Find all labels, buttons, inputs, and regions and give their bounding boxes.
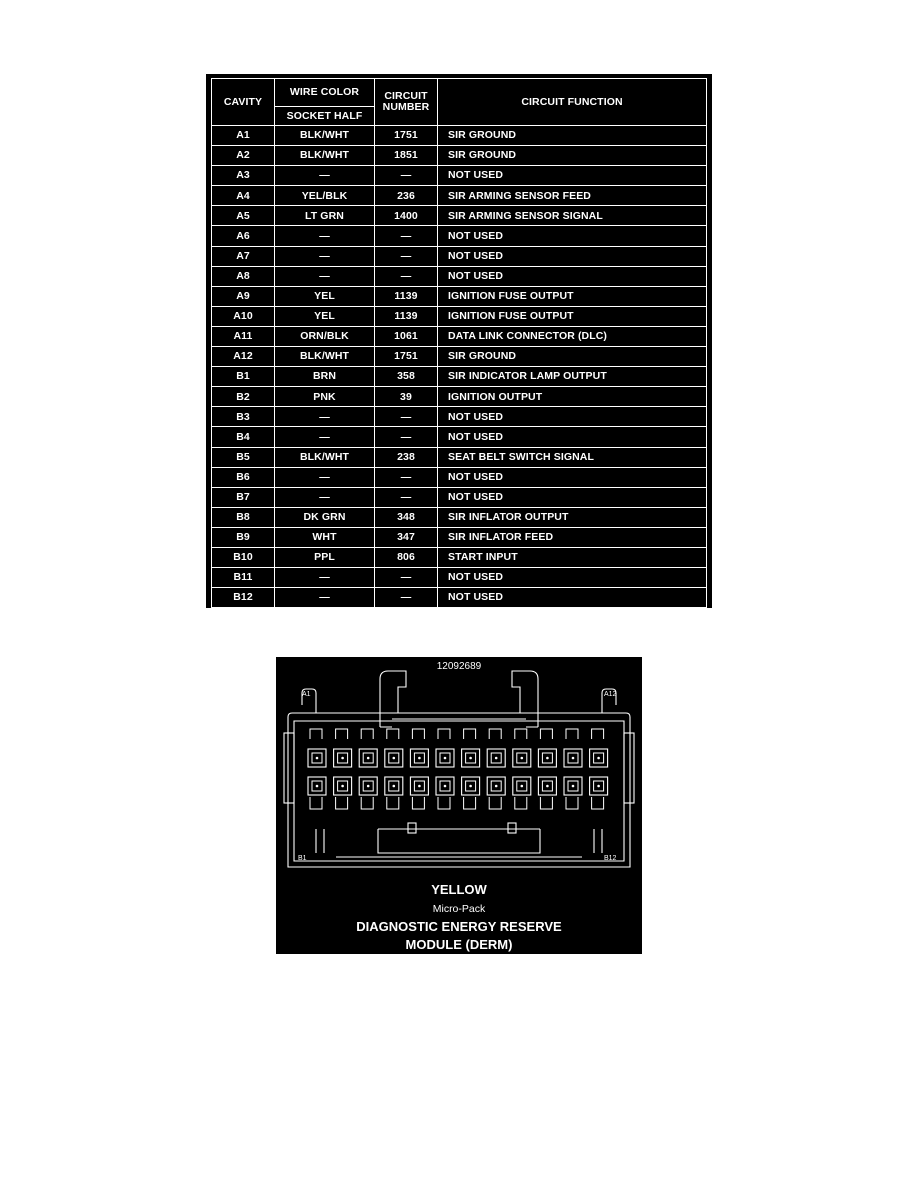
cell-circuit-function: IGNITION FUSE OUTPUT	[438, 286, 707, 306]
table-row	[212, 146, 707, 166]
cell-wire-color: BLK/WHT	[275, 347, 375, 367]
latch-bar	[392, 713, 526, 719]
cell-circuit-number: 1139	[375, 306, 438, 326]
header-circuit-function: CIRCUIT FUNCTION	[438, 79, 707, 126]
cell-circuit-function: NOT USED	[438, 266, 707, 286]
cavity-latch	[361, 729, 373, 739]
cavity-latch	[310, 797, 322, 809]
cell-wire-color: —	[275, 266, 375, 286]
cavity-latch	[336, 729, 348, 739]
pin-label-a1: A1	[302, 691, 311, 698]
table-row	[212, 447, 707, 467]
pin-contact	[546, 757, 549, 760]
cell-wire-color: BRN	[275, 367, 375, 387]
pin-contact	[444, 757, 447, 760]
table-row	[212, 186, 707, 206]
cell-wire-color: —	[275, 246, 375, 266]
cell-wire-color: —	[275, 467, 375, 487]
cell-wire-color: BLK/WHT	[275, 447, 375, 467]
pin-contact	[521, 785, 524, 788]
cell-circuit-number: 347	[375, 527, 438, 547]
cell-circuit-number: 1751	[375, 347, 438, 367]
cell-circuit-number: —	[375, 407, 438, 427]
cell-circuit-function: NOT USED	[438, 407, 707, 427]
cell-circuit-function: IGNITION OUTPUT	[438, 387, 707, 407]
table-row	[212, 588, 707, 608]
cell-cavity: A4	[212, 186, 275, 206]
cavity-latch	[412, 797, 424, 809]
cell-circuit-number: 1751	[375, 126, 438, 146]
cell-circuit-function: SEAT BELT SWITCH SIGNAL	[438, 447, 707, 467]
pin-contact	[444, 785, 447, 788]
table-row	[212, 487, 707, 507]
cell-cavity: A1	[212, 126, 275, 146]
connector-name-line2: MODULE (DERM)	[405, 937, 513, 952]
side-key-right	[624, 733, 634, 803]
connector-series: Micro-Pack	[432, 903, 486, 915]
cell-cavity: A2	[212, 146, 275, 166]
pin-grid	[308, 729, 608, 809]
cell-circuit-number: —	[375, 588, 438, 608]
cell-wire-color: —	[275, 226, 375, 246]
pin-contact	[521, 757, 524, 760]
cell-wire-color: ORN/BLK	[275, 326, 375, 346]
cell-circuit-number: —	[375, 568, 438, 588]
cell-circuit-function: SIR INFLATOR FEED	[438, 527, 707, 547]
cell-circuit-function: SIR ARMING SENSOR SIGNAL	[438, 206, 707, 226]
header-circuit-number	[375, 79, 438, 126]
cavity-latch	[515, 729, 527, 739]
connector-figure	[276, 657, 642, 954]
cell-cavity: A9	[212, 286, 275, 306]
cell-cavity: B9	[212, 527, 275, 547]
cell-circuit-function: IGNITION FUSE OUTPUT	[438, 306, 707, 326]
cell-circuit-function: NOT USED	[438, 246, 707, 266]
cell-circuit-number: 1400	[375, 206, 438, 226]
cavity-latch	[336, 797, 348, 809]
cell-wire-color: YEL	[275, 306, 375, 326]
pin-contact	[367, 785, 370, 788]
cell-circuit-number: —	[375, 166, 438, 186]
pin-label-b1: B1	[298, 855, 307, 862]
cavity-latch	[592, 729, 604, 739]
table-row	[212, 166, 707, 186]
pin-contact	[316, 785, 319, 788]
cavity-latch	[464, 729, 476, 739]
cell-circuit-number: 1851	[375, 146, 438, 166]
cell-wire-color: —	[275, 166, 375, 186]
pin-contact	[418, 785, 421, 788]
cell-circuit-function: SIR GROUND	[438, 126, 707, 146]
cell-cavity: B2	[212, 387, 275, 407]
cell-cavity: A6	[212, 226, 275, 246]
pin-contact	[469, 757, 472, 760]
cell-cavity: A8	[212, 266, 275, 286]
cell-cavity: B6	[212, 467, 275, 487]
cell-wire-color: PPL	[275, 547, 375, 567]
cell-circuit-function: NOT USED	[438, 568, 707, 588]
table-row	[212, 547, 707, 567]
cell-circuit-function: NOT USED	[438, 487, 707, 507]
pin-contact	[393, 757, 396, 760]
cell-circuit-function: SIR INDICATOR LAMP OUTPUT	[438, 367, 707, 387]
cavity-latch	[592, 797, 604, 809]
cell-circuit-function: NOT USED	[438, 467, 707, 487]
cell-circuit-number: 236	[375, 186, 438, 206]
cell-circuit-number: 358	[375, 367, 438, 387]
table-row	[212, 568, 707, 588]
pin-contact	[418, 757, 421, 760]
cell-cavity: B1	[212, 367, 275, 387]
cell-circuit-function: SIR ARMING SENSOR FEED	[438, 186, 707, 206]
cavity-latch	[566, 797, 578, 809]
cell-circuit-number: 39	[375, 387, 438, 407]
cell-wire-color: YEL	[275, 286, 375, 306]
cavity-latch	[361, 797, 373, 809]
cavity-latch	[515, 797, 527, 809]
cavity-latch	[566, 729, 578, 739]
header-socket-half: SOCKET HALF	[275, 107, 375, 126]
cell-cavity: A5	[212, 206, 275, 226]
cell-wire-color: —	[275, 407, 375, 427]
pin-label-b12: B12	[604, 855, 617, 862]
cell-wire-color: —	[275, 487, 375, 507]
cavity-latch	[489, 797, 501, 809]
cell-circuit-number: —	[375, 266, 438, 286]
cell-circuit-function: DATA LINK CONNECTOR (DLC)	[438, 326, 707, 346]
cell-wire-color: WHT	[275, 527, 375, 547]
table-row	[212, 367, 707, 387]
cell-cavity: B11	[212, 568, 275, 588]
table-row	[212, 347, 707, 367]
cell-wire-color: —	[275, 568, 375, 588]
header-wire-color: WIRE COLOR	[275, 79, 375, 107]
pin-contact	[572, 757, 575, 760]
cell-wire-color: —	[275, 588, 375, 608]
cell-cavity: B8	[212, 507, 275, 527]
pinout-table-body	[212, 126, 707, 608]
cell-cavity: B12	[212, 588, 275, 608]
table-row	[212, 266, 707, 286]
cell-circuit-number: 238	[375, 447, 438, 467]
cell-circuit-number: 348	[375, 507, 438, 527]
cell-wire-color: —	[275, 427, 375, 447]
rail-latch-right	[508, 823, 516, 833]
cell-wire-color: BLK/WHT	[275, 126, 375, 146]
pin-contact	[316, 757, 319, 760]
cell-circuit-number: —	[375, 487, 438, 507]
cavity-latch	[540, 729, 552, 739]
pin-contact	[393, 785, 396, 788]
table-row	[212, 246, 707, 266]
table-row	[212, 126, 707, 146]
pin-contact	[495, 757, 498, 760]
cell-wire-color: YEL/BLK	[275, 186, 375, 206]
pin-contact	[341, 757, 344, 760]
rail-latch-left	[408, 823, 416, 833]
pin-contact	[469, 785, 472, 788]
pinout-table	[211, 78, 707, 608]
table-row	[212, 226, 707, 246]
cell-cavity: A12	[212, 347, 275, 367]
connector-color: YELLOW	[431, 882, 487, 897]
cell-cavity: B10	[212, 547, 275, 567]
pin-contact	[367, 757, 370, 760]
pinout-table-frame	[206, 74, 712, 608]
table-row	[212, 387, 707, 407]
cell-circuit-function: NOT USED	[438, 166, 707, 186]
connector-body	[288, 713, 630, 867]
cavity-latch	[387, 797, 399, 809]
cell-cavity: A11	[212, 326, 275, 346]
table-row	[212, 467, 707, 487]
cavity-latch	[438, 729, 450, 739]
pin-contact	[597, 785, 600, 788]
cell-circuit-number: 1061	[375, 326, 438, 346]
cell-cavity: B3	[212, 407, 275, 427]
cavity-latch	[489, 729, 501, 739]
cell-circuit-number: —	[375, 467, 438, 487]
cavity-latch	[438, 797, 450, 809]
part-number: 12092689	[436, 661, 482, 672]
cell-cavity: B5	[212, 447, 275, 467]
table-row	[212, 326, 707, 346]
cell-circuit-function: NOT USED	[438, 226, 707, 246]
cell-cavity: A7	[212, 246, 275, 266]
side-key-left	[284, 733, 294, 803]
cell-cavity: B7	[212, 487, 275, 507]
pin-contact	[341, 785, 344, 788]
cell-circuit-function: START INPUT	[438, 547, 707, 567]
table-row	[212, 286, 707, 306]
cavity-latch	[310, 729, 322, 739]
cell-circuit-number: —	[375, 427, 438, 447]
cell-wire-color: BLK/WHT	[275, 146, 375, 166]
cavity-latch	[464, 797, 476, 809]
pin-contact	[597, 757, 600, 760]
cell-circuit-number: 1139	[375, 286, 438, 306]
cell-circuit-function: SIR INFLATOR OUTPUT	[438, 507, 707, 527]
cell-circuit-function: NOT USED	[438, 427, 707, 447]
table-row	[212, 306, 707, 326]
cell-circuit-number: —	[375, 246, 438, 266]
cell-circuit-function: SIR GROUND	[438, 347, 707, 367]
connector-name-line1: DIAGNOSTIC ENERGY RESERVE	[356, 919, 562, 934]
cell-cavity: A10	[212, 306, 275, 326]
cell-cavity: A3	[212, 166, 275, 186]
pin-label-a12: A12	[604, 691, 617, 698]
table-row	[212, 427, 707, 447]
cavity-latch	[387, 729, 399, 739]
cavity-latch	[412, 729, 424, 739]
cell-cavity: B4	[212, 427, 275, 447]
cell-circuit-function: NOT USED	[438, 588, 707, 608]
header-circuit-number-text: CIRCUIT NUMBER	[382, 89, 430, 113]
cell-wire-color: LT GRN	[275, 206, 375, 226]
table-row	[212, 206, 707, 226]
pin-contact	[546, 785, 549, 788]
cell-circuit-function: SIR GROUND	[438, 146, 707, 166]
cell-wire-color: DK GRN	[275, 507, 375, 527]
cell-wire-color: PNK	[275, 387, 375, 407]
header-cavity: CAVITY	[212, 79, 275, 126]
cavity-latch	[540, 797, 552, 809]
table-row	[212, 527, 707, 547]
pin-contact	[572, 785, 575, 788]
table-row	[212, 407, 707, 427]
cell-circuit-number: —	[375, 226, 438, 246]
cell-circuit-number: 806	[375, 547, 438, 567]
table-row	[212, 507, 707, 527]
pin-contact	[495, 785, 498, 788]
